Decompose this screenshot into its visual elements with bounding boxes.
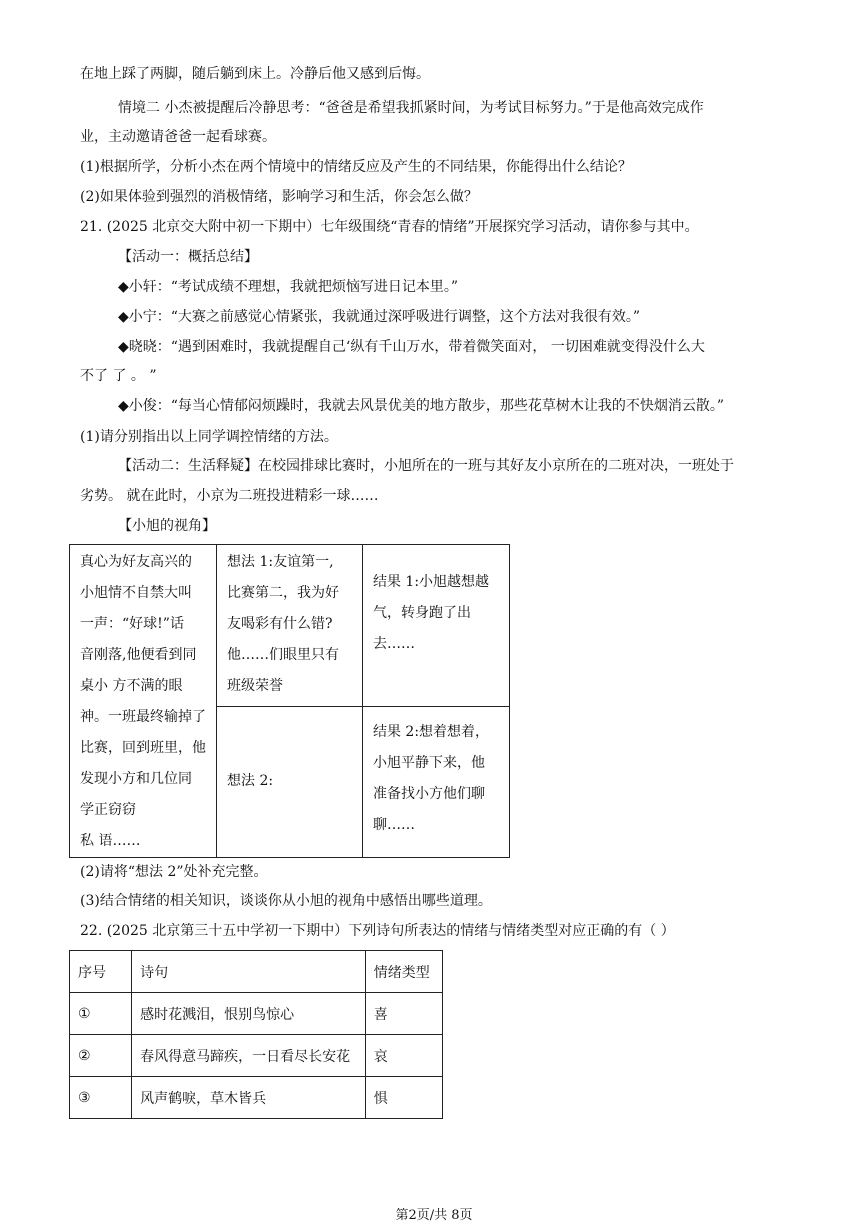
question-21-1: (1)请分别指出以上同学调控情绪的方法。: [80, 429, 338, 445]
cell-line: 想法 2:: [227, 773, 274, 790]
cell-line: 一声：“好球!”话: [80, 616, 184, 632]
cell-line: 聊……: [372, 816, 415, 833]
cell-line: 去……: [372, 636, 415, 652]
cell-line: 学正窃窃: [80, 802, 136, 818]
poem-table: [69, 950, 443, 1119]
cell-line: 神。一班最终输掉了: [80, 709, 206, 725]
quote-xiaoxiao-cont: 不了 了 。 ”: [80, 368, 157, 384]
text-line: 情境二 小杰被提醒后冷静思考：“爸爸是希望我抓紧时间，为考试目标努力。”于是他高效完成作: [118, 100, 704, 116]
cell-line: 友喝彩有什么错?: [227, 616, 333, 632]
cell-line: 结果 1:小旭越想越: [372, 574, 490, 590]
row-index: ③: [70, 1077, 132, 1119]
quote-xiaoning: ◆小宁：“大赛之前感觉心情紧张，我就通过深呼吸进行调整，这个方法对我很有效。”: [118, 309, 641, 325]
cell-line: 结果 2:想着想着，: [372, 723, 490, 740]
quote-xiaoxiao: ◆晓晓：“遇到困难时，我就提醒自己‘纵有千山万水，带着微笑面对， 一切困难就变得没什么大: [118, 339, 705, 355]
row-index: ①: [70, 993, 132, 1035]
cell-line: 比赛，回到班里，他: [80, 740, 206, 756]
question-21-3: (3)结合情绪的相关知识，谈谈你从小旭的视角中感悟出哪些道理。: [80, 893, 492, 909]
cell-line: 班级荣誉: [227, 678, 283, 694]
table-header-row: [70, 951, 443, 993]
cell-line: 小旭情不自禁大叫: [80, 585, 192, 601]
cell-line: 私 语……: [80, 833, 141, 849]
cell-line: 小旭平静下来，他: [372, 754, 485, 771]
row-emotion: 哀: [365, 1035, 442, 1077]
cell-line: 发现小方和几位同: [80, 771, 192, 787]
activity-2-text-cont: 劣势。 就在此时，小京为二班投进精彩一球……: [80, 488, 379, 504]
cell-line: 桌小 方不满的眼: [80, 678, 183, 694]
table-row: [70, 1035, 443, 1077]
page-number: 第2页/共 8页: [395, 1208, 473, 1223]
question-1: (1)根据所学，分析小杰在两个情境中的情绪反应及产生的不同结果，你能得出什么结论？: [80, 159, 632, 175]
cell-line: 真心为好友高兴的: [80, 554, 192, 570]
activity-2-text: 【活动二：生活释疑】在校园排球比赛时，小旭所在的一班与其好友小京所在的二班对决，一班处于: [118, 458, 734, 474]
activity-1-heading: 【活动一：概括总结】: [118, 249, 258, 265]
idea-2-cell: [217, 706, 363, 857]
situation-cell: [70, 545, 217, 858]
row-poem: 春风得意马蹄疾，一日看尽长安花: [132, 1035, 366, 1077]
question-2: (2)如果体验到强烈的消极情绪，影响学习和生活，你会怎么做？: [80, 189, 478, 205]
quote-xiaojun: ◆小俊：“每当心情郁闷烦躁时，我就去风景优美的地方散步，那些花草树木让我的不快烟消云散。”: [118, 398, 725, 414]
question-22-title: 22. (2025 北京第三十五中学初一下期中）下列诗句所表达的情绪与情绪类型对应正确的有（ ）: [80, 923, 675, 939]
question-21-title: 21. (2025 北京交大附中初一下期中）七年级围绕“青春的情绪”开展探究学习活动，请你参与其中。: [80, 219, 699, 235]
cell-line: 准备找小方他们聊: [372, 785, 485, 802]
table-row: [70, 993, 443, 1035]
header-index: 序号: [70, 951, 132, 993]
text-line: 业，主动邀请爸爸一起看球赛。: [80, 129, 276, 145]
result-1-cell: [362, 545, 509, 707]
cell-line: 音刚落,他便看到同: [80, 647, 197, 663]
table-row: [70, 1077, 443, 1119]
text-line: 在地上踩了两脚，随后躺到床上。冷静后他又感到后悔。: [80, 66, 430, 82]
header-emotion: 情绪类型: [365, 951, 442, 993]
cell-line: 比赛第二，我为好: [227, 585, 339, 601]
row-emotion: 喜: [365, 993, 442, 1035]
quote-xiaoxuan: ◆小轩：“考试成绩不理想，我就把烦恼写进日记本里。”: [118, 279, 459, 295]
perspective-heading: 【小旭的视角】: [118, 518, 216, 534]
cell-line: 想法 1:友谊第一,: [227, 554, 334, 570]
header-poem: 诗句: [132, 951, 366, 993]
row-emotion: 惧: [365, 1077, 442, 1119]
idea-1-cell: [217, 545, 363, 707]
row-index: ②: [70, 1035, 132, 1077]
cell-line: 气，转身跑了出: [372, 605, 471, 621]
result-2-cell: [362, 706, 509, 857]
question-21-2: (2)请将“想法 2”处补充完整。: [80, 864, 268, 880]
cell-line: 他……们眼里只有: [227, 647, 339, 663]
row-poem: 感时花溅泪，恨别鸟惊心: [132, 993, 366, 1035]
row-poem: 风声鹤唳，草木皆兵: [132, 1077, 366, 1119]
perspective-table: [69, 544, 510, 858]
